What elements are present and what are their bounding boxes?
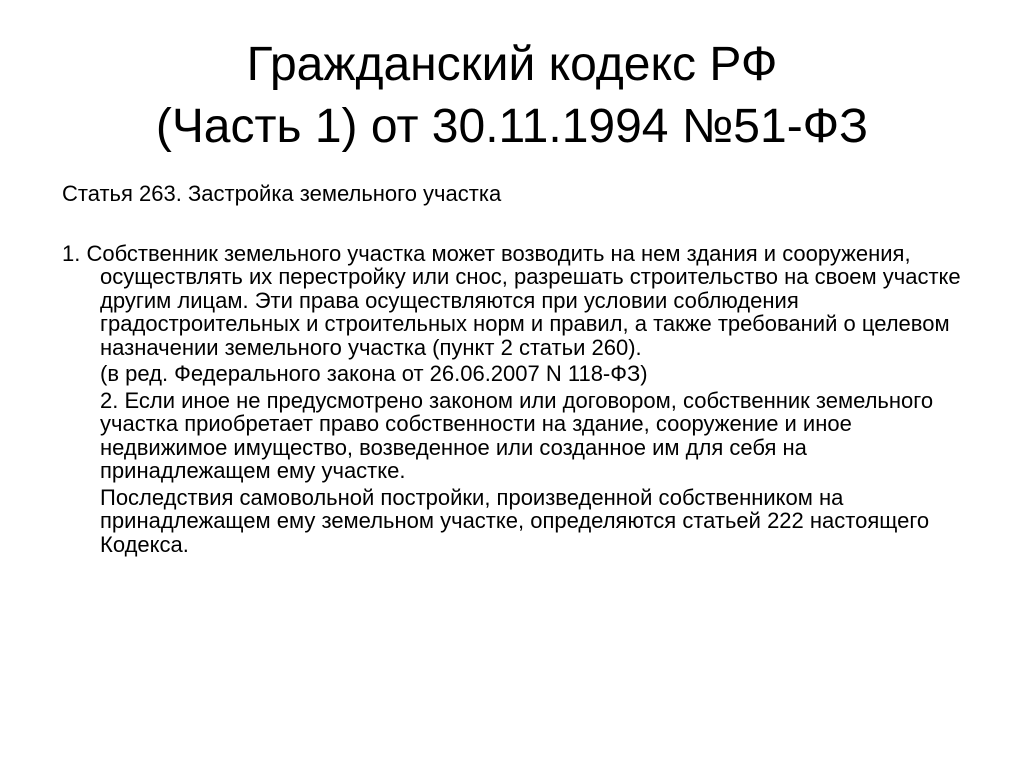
paragraph-consequences: Последствия самовольной постройки, произведенной собственником на принадлежащем ему земельном участке, определяются статьей 222 настоящего Кодекса. (100, 484, 930, 557)
paragraph-point-2: 2. Если иное не предусмотрено законом или договором, собственник земельного участка приобретает право собственности на здание, сооружение и иное недвижимое имущество, возведенное или созданное им для себя на принадлежащем ему участке. (100, 387, 934, 483)
paragraph-amendment-note: (в ред. Федерального закона от 26.06.2007 N 118-ФЗ) (100, 361, 648, 386)
slide-body (62, 182, 972, 559)
article-heading: Статья 263. Застройка земельного участка (62, 181, 502, 206)
slide-title-line-1: Гражданский кодекс РФ (246, 38, 778, 91)
slide-title-line-2: (Часть 1) от 30.11.1994 №51-ФЗ (155, 100, 869, 153)
slide-title (40, 34, 984, 158)
paragraph-point-1: 1. Собственник земельного участка может возводить на нем здания и сооружения, осуществлять их перестройку или снос, разрешать строительство на своем участке другим лицам. Эти права осуществляются при условии соблюдения градостроительных и строительных норм и правил, а также требований о целевом назначении земельного участка (пункт 2 статьи 260). (62, 240, 961, 360)
